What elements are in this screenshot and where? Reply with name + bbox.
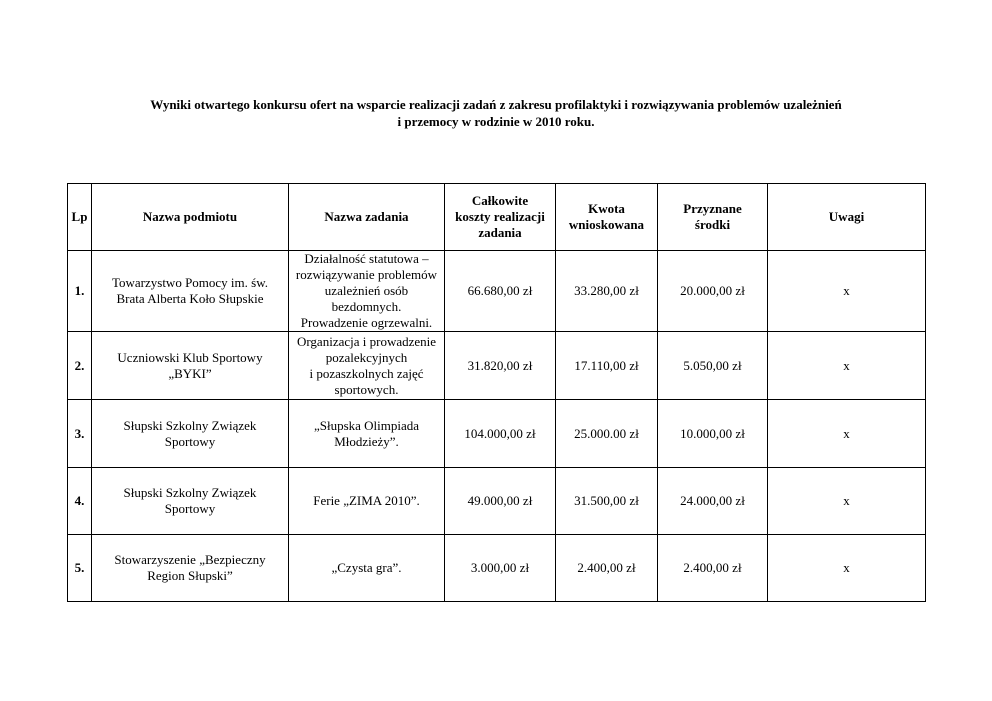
zadanie-line: Młodzieży”. <box>334 433 399 449</box>
row-zadanie <box>289 400 445 468</box>
row-kwota: 2.400,00 zł <box>556 535 658 602</box>
row-uwagi: x <box>768 535 926 602</box>
podmiot-line: Region Słupski” <box>147 568 233 583</box>
header-srodki-line: Przyznane <box>683 201 742 216</box>
zadanie-line: i pozaszkolnych zajęć <box>309 365 424 381</box>
row-koszty: 31.820,00 zł <box>445 332 556 400</box>
zadanie-line: rozwiązywanie problemów <box>295 267 438 282</box>
header-calkowite-koszty <box>445 184 556 251</box>
podmiot-line: Sportowy <box>164 433 216 449</box>
title-line-2: i przemocy w rodzinie w 2010 roku. <box>397 114 595 129</box>
header-koszty-line: Całkowite <box>471 193 529 208</box>
podmiot-line: Towarzystwo Pomocy im. św. <box>111 275 269 290</box>
header-nazwa-podmiotu: Nazwa podmiotu <box>92 184 289 251</box>
row-uwagi: x <box>768 400 926 468</box>
row-uwagi: x <box>768 468 926 535</box>
row-podmiot <box>92 535 289 602</box>
zadanie-line: „Słupska Olimpiada <box>313 417 420 433</box>
zadanie-line: sportowych. <box>334 381 399 397</box>
podmiot-line: Słupski Szkolny Związek <box>123 485 257 500</box>
podmiot-line: Brata Alberta Koło Słupskie <box>116 291 264 306</box>
zadanie-line: Organizacja i prowadzenie <box>296 333 437 349</box>
header-kwota-wnioskowana <box>556 184 658 251</box>
row-uwagi: x <box>768 332 926 400</box>
results-table <box>67 183 926 602</box>
row-koszty: 104.000,00 zł <box>445 400 556 468</box>
row-podmiot <box>92 468 289 535</box>
row-koszty: 3.000,00 zł <box>445 535 556 602</box>
table-header-row <box>68 184 926 251</box>
table-row <box>68 535 926 602</box>
header-koszty-line: zadania <box>478 225 522 240</box>
row-lp: 1. <box>68 251 92 332</box>
row-koszty: 49.000,00 zł <box>445 468 556 535</box>
row-kwota: 33.280,00 zł <box>556 251 658 332</box>
row-lp: 4. <box>68 468 92 535</box>
row-srodki: 20.000,00 zł <box>658 251 768 332</box>
row-zadanie <box>289 251 445 332</box>
title-line-1: Wyniki otwartego konkursu ofert na wsparcie realizacji zadań z zakresu profilaktyki i rozwiązywania problemów uzależnień <box>150 97 842 112</box>
row-lp: 3. <box>68 400 92 468</box>
row-podmiot <box>92 400 289 468</box>
document-title <box>60 96 932 130</box>
table-row <box>68 332 926 400</box>
header-srodki-line: środki <box>694 217 731 232</box>
zadanie-line: Działalność statutowa – <box>304 251 429 266</box>
podmiot-line: Słupski Szkolny Związek <box>123 417 257 433</box>
row-uwagi: x <box>768 251 926 332</box>
podmiot-line: Sportowy <box>164 501 216 516</box>
table-row <box>68 468 926 535</box>
row-lp: 5. <box>68 535 92 602</box>
header-uwagi: Uwagi <box>768 184 926 251</box>
header-nazwa-zadania: Nazwa zadania <box>289 184 445 251</box>
row-koszty: 66.680,00 zł <box>445 251 556 332</box>
table-row <box>68 400 926 468</box>
header-koszty-line: koszty realizacji <box>455 209 545 224</box>
header-kwota-line: wnioskowana <box>568 217 645 232</box>
podmiot-line: Uczniowski Klub Sportowy <box>117 349 263 365</box>
zadanie-line: Ferie „ZIMA 2010”. <box>313 493 420 508</box>
row-srodki: 2.400,00 zł <box>658 535 768 602</box>
zadanie-line: uzależnień osób bezdomnych. <box>324 283 409 314</box>
row-kwota: 17.110,00 zł <box>556 332 658 400</box>
header-lp: Lp <box>68 184 92 251</box>
row-zadanie <box>289 468 445 535</box>
zadanie-line: pozalekcyjnych <box>325 349 408 365</box>
row-zadanie <box>289 535 445 602</box>
podmiot-line: „BYKI” <box>168 365 212 381</box>
row-podmiot <box>92 332 289 400</box>
podmiot-line: Stowarzyszenie „Bezpieczny <box>114 552 266 567</box>
row-srodki: 5.050,00 zł <box>658 332 768 400</box>
row-kwota: 31.500,00 zł <box>556 468 658 535</box>
row-kwota: 25.000.00 zł <box>556 400 658 468</box>
header-kwota-line: Kwota <box>588 201 625 216</box>
zadanie-line: „Czysta gra”. <box>331 560 402 575</box>
table-row <box>68 251 926 332</box>
header-przyznane-srodki <box>658 184 768 251</box>
row-zadanie <box>289 332 445 400</box>
row-podmiot <box>92 251 289 332</box>
row-lp: 2. <box>68 332 92 400</box>
zadanie-line: Prowadzenie ogrzewalni. <box>300 315 433 330</box>
row-srodki: 24.000,00 zł <box>658 468 768 535</box>
row-srodki: 10.000,00 zł <box>658 400 768 468</box>
